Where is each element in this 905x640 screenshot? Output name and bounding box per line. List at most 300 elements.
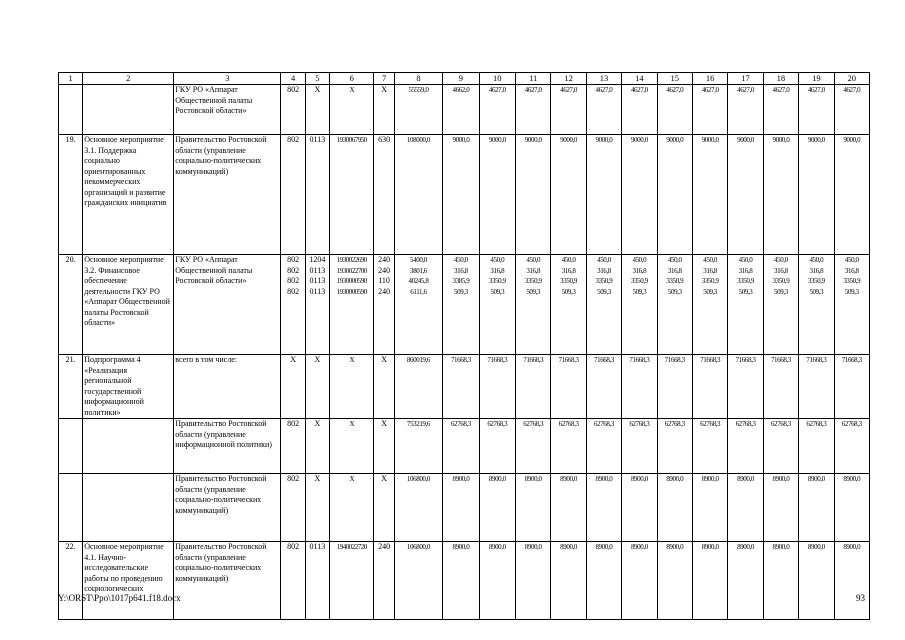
cell-value: 509,3 bbox=[738, 287, 753, 296]
cell-value: 62768,3 bbox=[558, 420, 579, 428]
cell-value: 0113 bbox=[309, 276, 326, 285]
year-value-cell bbox=[586, 419, 621, 474]
cell-value: X bbox=[314, 474, 321, 483]
year-value-cell bbox=[586, 255, 621, 355]
column-number-row bbox=[59, 73, 870, 85]
year-value-cell bbox=[443, 135, 479, 255]
csr-cell bbox=[329, 135, 373, 255]
row-number-cell bbox=[59, 474, 83, 542]
year-value-cell bbox=[479, 135, 515, 255]
budget-table bbox=[58, 72, 870, 620]
year-value-cell bbox=[763, 85, 798, 135]
cell-value: 240 bbox=[378, 286, 391, 296]
year-value-cell bbox=[516, 542, 551, 620]
cell-value: 316,8 bbox=[667, 266, 682, 275]
cell-value: 62768,3 bbox=[629, 420, 650, 428]
year-value-cell bbox=[657, 542, 692, 620]
cell-value: 5400,0 bbox=[410, 256, 427, 264]
year-value-cell bbox=[657, 474, 692, 542]
cell-value: 8900,0 bbox=[772, 475, 790, 483]
csr-cell bbox=[329, 355, 373, 419]
column-number-cell: 8 bbox=[394, 73, 443, 85]
year-value-cell bbox=[443, 419, 479, 474]
year-value-cell bbox=[799, 135, 834, 255]
year-value-cell bbox=[479, 419, 515, 474]
cell-value: 450,0 bbox=[597, 256, 611, 264]
cell-value: 4627,0 bbox=[843, 86, 861, 94]
footer-file-path: Y:\ORST\Ppo\1017p641.f18.docx bbox=[58, 593, 181, 603]
cell-value: 9000,0 bbox=[524, 136, 542, 144]
cell-value: 71668,3 bbox=[558, 356, 579, 364]
year-value-cell bbox=[692, 85, 727, 135]
year-value-cell bbox=[516, 474, 551, 542]
cell-value: X bbox=[314, 355, 321, 364]
year-value-cell bbox=[443, 255, 479, 355]
column-number-cell: 18 bbox=[763, 73, 798, 85]
cell-value: 509,3 bbox=[526, 287, 541, 296]
cell-value: 509,3 bbox=[561, 287, 576, 296]
year-value-cell bbox=[763, 474, 798, 542]
cell-value: 509,3 bbox=[490, 287, 505, 296]
cell-value: 71668,3 bbox=[841, 356, 862, 364]
year-value-cell bbox=[516, 419, 551, 474]
column-number-cell: 1 bbox=[59, 73, 83, 85]
year-value-cell bbox=[834, 135, 869, 255]
rzpr-cell bbox=[305, 419, 329, 474]
cell-value: 1940022720 bbox=[336, 543, 367, 551]
executor-cell: Правительство Ростовской области (управление социально-политических коммуникаций) bbox=[174, 135, 281, 255]
column-number-cell: 10 bbox=[479, 73, 515, 85]
cell-value: 9000,0 bbox=[807, 136, 825, 144]
cell-value: 0113 bbox=[309, 286, 326, 296]
cell-value: 62768,3 bbox=[664, 420, 685, 428]
measure-name-cell: Подпрограмма 4 «Реализация региональной государственной информационной политики» bbox=[83, 355, 174, 419]
year-value-cell bbox=[551, 255, 586, 355]
year-value-cell bbox=[551, 355, 586, 419]
vr-cell bbox=[374, 135, 394, 255]
cell-value: 8900,0 bbox=[452, 543, 470, 551]
table-row bbox=[59, 255, 870, 355]
cell-value: 509,3 bbox=[454, 287, 468, 296]
cell-value: 3350,9 bbox=[737, 277, 754, 285]
cell-value: 4627,0 bbox=[701, 86, 719, 94]
column-number-cell: 14 bbox=[622, 73, 657, 85]
year-value-cell bbox=[551, 135, 586, 255]
cell-value: 9000,0 bbox=[488, 136, 506, 144]
cell-value: 8900,0 bbox=[666, 543, 684, 551]
cell-value: 4627,0 bbox=[737, 86, 754, 94]
cell-value: 108000,0 bbox=[406, 136, 430, 144]
cell-value: 316,8 bbox=[703, 266, 718, 275]
grbs-cell bbox=[281, 255, 305, 355]
cell-value: X bbox=[349, 86, 354, 94]
year-value-cell bbox=[692, 419, 727, 474]
table-row bbox=[59, 542, 870, 620]
year-value-cell bbox=[799, 355, 834, 419]
year-value-cell bbox=[551, 419, 586, 474]
cell-value: 450,0 bbox=[774, 256, 788, 264]
cell-value: 316,8 bbox=[809, 266, 824, 275]
cell-value: 316,8 bbox=[490, 266, 505, 275]
cell-value: 40245,8 bbox=[408, 277, 429, 285]
cell-value: 450,0 bbox=[490, 256, 505, 264]
cell-value: 0113 bbox=[309, 265, 326, 275]
cell-value: 802 bbox=[287, 419, 300, 428]
vr-cell bbox=[374, 85, 394, 135]
measure-name-cell: Основное мероприятие 4.1. Научно-исследовательские работы по проведению социологических bbox=[83, 542, 174, 620]
grbs-cell bbox=[281, 85, 305, 135]
cell-value: 9000,0 bbox=[560, 136, 578, 144]
year-value-cell bbox=[692, 355, 727, 419]
cell-value: 106800,0 bbox=[406, 543, 430, 551]
cell-value: 71668,3 bbox=[594, 356, 614, 364]
year-value-cell bbox=[657, 419, 692, 474]
grbs-cell bbox=[281, 474, 305, 542]
rzpr-cell bbox=[305, 255, 329, 355]
year-value-cell bbox=[622, 255, 657, 355]
cell-value: 8900,0 bbox=[701, 543, 719, 551]
year-value-cell bbox=[479, 355, 515, 419]
cell-value: 509,3 bbox=[632, 287, 647, 296]
cell-value: X bbox=[381, 419, 387, 428]
cell-value: 71668,3 bbox=[664, 356, 685, 364]
rzpr-cell bbox=[305, 355, 329, 419]
csr-cell bbox=[329, 474, 373, 542]
year-value-cell bbox=[799, 85, 834, 135]
year-value-cell bbox=[834, 419, 869, 474]
year-value-cell bbox=[763, 355, 798, 419]
year-value-cell bbox=[834, 542, 869, 620]
cell-value: 55559,0 bbox=[408, 86, 429, 94]
rzpr-cell bbox=[305, 85, 329, 135]
cell-value: 3801,6 bbox=[410, 266, 427, 275]
cell-value: 802 bbox=[287, 265, 300, 275]
cell-value: 8900,0 bbox=[595, 543, 613, 551]
column-number-cell: 9 bbox=[443, 73, 479, 85]
cell-value: 240 bbox=[378, 265, 391, 275]
cell-value: 62768,3 bbox=[594, 420, 614, 428]
year-value-cell bbox=[622, 135, 657, 255]
cell-value: 450,0 bbox=[844, 256, 859, 264]
year-value-cell bbox=[586, 135, 621, 255]
cell-value: 4627,0 bbox=[488, 86, 506, 94]
cell-value: 8900,0 bbox=[630, 543, 648, 551]
cell-value: 802 bbox=[287, 542, 300, 551]
cell-value: 62768,3 bbox=[523, 420, 544, 428]
cell-value: 106800,0 bbox=[406, 475, 430, 483]
year-value-cell bbox=[516, 135, 551, 255]
cell-value: 802 bbox=[287, 135, 300, 144]
year-value-cell bbox=[763, 255, 798, 355]
table-row bbox=[59, 419, 870, 474]
cell-value: 3350,9 bbox=[630, 277, 648, 285]
cell-value: 316,8 bbox=[844, 266, 859, 275]
cell-value: 860019,6 bbox=[406, 356, 430, 364]
vr-cell bbox=[374, 474, 394, 542]
cell-value: 9000,0 bbox=[630, 136, 648, 144]
year-value-cell bbox=[622, 474, 657, 542]
cell-value: 8900,0 bbox=[666, 475, 684, 483]
year-value-cell bbox=[622, 85, 657, 135]
cell-value: 62768,3 bbox=[487, 420, 508, 428]
cell-value: 450,0 bbox=[738, 256, 753, 264]
cell-value: 8900,0 bbox=[701, 475, 719, 483]
total-cell bbox=[394, 542, 443, 620]
cell-value: X bbox=[349, 420, 354, 428]
grbs-cell bbox=[281, 542, 305, 620]
cell-value: 450,0 bbox=[632, 256, 647, 264]
column-number-cell: 19 bbox=[799, 73, 834, 85]
year-value-cell bbox=[622, 355, 657, 419]
cell-value: 802 bbox=[287, 276, 300, 285]
year-value-cell bbox=[443, 474, 479, 542]
cell-value: 240 bbox=[378, 255, 391, 264]
year-value-cell bbox=[516, 355, 551, 419]
column-number-cell: 20 bbox=[834, 73, 869, 85]
cell-value: 6111,6 bbox=[410, 287, 427, 296]
cell-value: 4627,0 bbox=[595, 86, 613, 94]
year-value-cell bbox=[443, 542, 479, 620]
cell-value: 3350,9 bbox=[595, 277, 613, 285]
cell-value: 1930022700 bbox=[336, 266, 367, 275]
cell-value: 3350,9 bbox=[807, 277, 825, 285]
cell-value: 3350,9 bbox=[843, 277, 861, 285]
cell-value: 4627,0 bbox=[524, 86, 542, 94]
executor-cell: Правительство Ростовской области (управление социально-политических коммуникаций) bbox=[174, 542, 281, 620]
cell-value: X bbox=[314, 85, 321, 94]
cell-value: 71668,3 bbox=[770, 356, 791, 364]
year-value-cell bbox=[551, 85, 586, 135]
cell-value: 509,3 bbox=[667, 287, 682, 296]
year-value-cell bbox=[479, 85, 515, 135]
year-value-cell bbox=[516, 85, 551, 135]
cell-value: 450,0 bbox=[526, 256, 541, 264]
csr-cell bbox=[329, 542, 373, 620]
cell-value: 802 bbox=[287, 255, 300, 264]
year-value-cell bbox=[728, 355, 763, 419]
year-value-cell bbox=[799, 542, 834, 620]
year-value-cell bbox=[763, 135, 798, 255]
row-number-cell: 20. bbox=[59, 255, 83, 355]
csr-cell bbox=[329, 419, 373, 474]
total-cell bbox=[394, 135, 443, 255]
cell-value: 316,8 bbox=[454, 266, 468, 275]
year-value-cell bbox=[728, 255, 763, 355]
cell-value: 450,0 bbox=[667, 256, 682, 264]
cell-value: 1930000590 bbox=[336, 277, 367, 285]
cell-value: 802 bbox=[287, 85, 300, 94]
cell-value: 62768,3 bbox=[450, 420, 471, 428]
cell-value: 62768,3 bbox=[700, 420, 721, 428]
year-value-cell bbox=[799, 474, 834, 542]
column-number-cell: 6 bbox=[329, 73, 373, 85]
cell-value: 3350,9 bbox=[560, 277, 578, 285]
year-value-cell bbox=[479, 542, 515, 620]
cell-value: X bbox=[381, 355, 387, 364]
cell-value: 71668,3 bbox=[700, 356, 721, 364]
cell-value: 8900,0 bbox=[843, 543, 861, 551]
cell-value: 316,8 bbox=[632, 266, 647, 275]
table-row bbox=[59, 85, 870, 135]
year-value-cell bbox=[657, 255, 692, 355]
table-row bbox=[59, 474, 870, 542]
year-value-cell bbox=[763, 419, 798, 474]
vr-cell bbox=[374, 255, 394, 355]
year-value-cell bbox=[657, 355, 692, 419]
cell-value: 9000,0 bbox=[701, 136, 719, 144]
column-number-cell: 2 bbox=[83, 73, 174, 85]
cell-value: 4627,0 bbox=[560, 86, 578, 94]
grbs-cell bbox=[281, 355, 305, 419]
cell-value: 4627,0 bbox=[807, 86, 825, 94]
measure-name-cell bbox=[83, 474, 174, 542]
cell-value: 8900,0 bbox=[488, 475, 506, 483]
cell-value: 8900,0 bbox=[737, 543, 754, 551]
cell-value: 62768,3 bbox=[770, 420, 791, 428]
year-value-cell bbox=[443, 355, 479, 419]
cell-value: 3350,9 bbox=[488, 277, 506, 285]
cell-value: X bbox=[349, 475, 354, 483]
total-cell bbox=[394, 85, 443, 135]
cell-value: 71668,3 bbox=[523, 356, 544, 364]
year-value-cell bbox=[516, 255, 551, 355]
row-number-cell bbox=[59, 419, 83, 474]
year-value-cell bbox=[799, 419, 834, 474]
column-number-cell: 16 bbox=[692, 73, 727, 85]
cell-value: 8900,0 bbox=[524, 475, 542, 483]
cell-value: 630 bbox=[378, 135, 391, 144]
column-number-cell: 4 bbox=[281, 73, 305, 85]
vr-cell bbox=[374, 355, 394, 419]
column-number-cell: 3 bbox=[174, 73, 281, 85]
table-row bbox=[59, 355, 870, 419]
cell-value: 3350,9 bbox=[772, 277, 790, 285]
year-value-cell bbox=[551, 542, 586, 620]
executor-cell: ГКУ РО «Аппарат Общественной палаты Ростовской области» bbox=[174, 255, 281, 355]
row-number-cell: 22. bbox=[59, 542, 83, 620]
cell-value: X bbox=[349, 356, 354, 364]
year-value-cell bbox=[763, 542, 798, 620]
cell-value: 62768,3 bbox=[841, 420, 862, 428]
executor-cell: ГКУ РО «Аппарат Общественной палаты Ростовской области» bbox=[174, 85, 281, 135]
cell-value: 8900,0 bbox=[488, 543, 506, 551]
year-value-cell bbox=[622, 419, 657, 474]
cell-value: 3350,9 bbox=[701, 277, 719, 285]
cell-value: 9000,0 bbox=[666, 136, 684, 144]
cell-value: 4662,0 bbox=[452, 86, 470, 94]
cell-value: 802 bbox=[287, 474, 300, 483]
year-value-cell bbox=[622, 542, 657, 620]
cell-value: 450,0 bbox=[561, 256, 576, 264]
cell-value: 3350,9 bbox=[524, 277, 542, 285]
year-value-cell bbox=[728, 474, 763, 542]
cell-value: 71668,3 bbox=[487, 356, 508, 364]
cell-value: 8900,0 bbox=[524, 543, 542, 551]
year-value-cell bbox=[692, 542, 727, 620]
row-number-cell bbox=[59, 85, 83, 135]
executor-cell: всего в том числе: bbox=[174, 355, 281, 419]
year-value-cell bbox=[728, 135, 763, 255]
column-number-cell: 13 bbox=[586, 73, 621, 85]
row-number-cell: 19. bbox=[59, 135, 83, 255]
cell-value: 4627,0 bbox=[772, 86, 790, 94]
cell-value: 1930000590 bbox=[336, 287, 367, 296]
cell-value: 3385,9 bbox=[452, 277, 470, 285]
cell-value: 9000,0 bbox=[737, 136, 754, 144]
cell-value: 8900,0 bbox=[772, 543, 790, 551]
cell-value: 9000,0 bbox=[843, 136, 861, 144]
rzpr-cell bbox=[305, 542, 329, 620]
cell-value: 0113 bbox=[309, 542, 326, 551]
cell-value: 0113 bbox=[309, 135, 326, 144]
cell-value: 8900,0 bbox=[843, 475, 861, 483]
table-row bbox=[59, 135, 870, 255]
year-value-cell bbox=[586, 542, 621, 620]
total-cell bbox=[394, 255, 443, 355]
rzpr-cell bbox=[305, 474, 329, 542]
year-value-cell bbox=[443, 85, 479, 135]
cell-value: 62768,3 bbox=[806, 420, 827, 428]
year-value-cell bbox=[692, 255, 727, 355]
year-value-cell bbox=[834, 474, 869, 542]
vr-cell bbox=[374, 542, 394, 620]
year-value-cell bbox=[799, 255, 834, 355]
year-value-cell bbox=[657, 85, 692, 135]
year-value-cell bbox=[586, 474, 621, 542]
cell-value: 8900,0 bbox=[560, 543, 578, 551]
year-value-cell bbox=[728, 85, 763, 135]
cell-value: 71668,3 bbox=[629, 356, 650, 364]
year-value-cell bbox=[692, 474, 727, 542]
cell-value: 71668,3 bbox=[450, 356, 471, 364]
cell-value: 802 bbox=[287, 286, 300, 296]
footer-page-number: 93 bbox=[856, 593, 865, 603]
cell-value: X bbox=[381, 474, 387, 483]
measure-name-cell bbox=[83, 85, 174, 135]
csr-cell bbox=[329, 255, 373, 355]
cell-value: 1930022690 bbox=[336, 256, 367, 264]
column-number-cell: 11 bbox=[516, 73, 551, 85]
rzpr-cell bbox=[305, 135, 329, 255]
cell-value: 9000,0 bbox=[595, 136, 613, 144]
cell-value: 1930067950 bbox=[336, 136, 367, 144]
executor-cell: Правительство Ростовской области (управление информационной политики) bbox=[174, 419, 281, 474]
csr-cell bbox=[329, 85, 373, 135]
column-number-cell: 17 bbox=[728, 73, 763, 85]
total-cell bbox=[394, 474, 443, 542]
measure-name-cell: Основное мероприятие 3.2. Финансовое обеспечение деятельности ГКУ РО «Аппарат Общественной палаты Ростовской области» bbox=[83, 255, 174, 355]
column-number-cell: 15 bbox=[657, 73, 692, 85]
cell-value: 9000,0 bbox=[452, 136, 470, 144]
year-value-cell bbox=[834, 355, 869, 419]
cell-value: 450,0 bbox=[809, 256, 824, 264]
cell-value: 509,3 bbox=[809, 287, 824, 296]
cell-value: 8900,0 bbox=[807, 475, 825, 483]
measure-name-cell: Основное мероприятие 3.1. Поддержка социально ориентированных некоммерческих организаций и развитие гражданских инициатив bbox=[83, 135, 174, 255]
cell-value: 9000,0 bbox=[772, 136, 790, 144]
cell-value: 3350,9 bbox=[666, 277, 684, 285]
cell-value: 71668,3 bbox=[735, 356, 756, 364]
cell-value: 8900,0 bbox=[452, 475, 470, 483]
vr-cell bbox=[374, 419, 394, 474]
total-cell bbox=[394, 355, 443, 419]
grbs-cell bbox=[281, 419, 305, 474]
cell-value: 8900,0 bbox=[595, 475, 613, 483]
year-value-cell bbox=[551, 474, 586, 542]
column-number-cell: 12 bbox=[551, 73, 586, 85]
year-value-cell bbox=[728, 542, 763, 620]
cell-value: 8900,0 bbox=[560, 475, 578, 483]
